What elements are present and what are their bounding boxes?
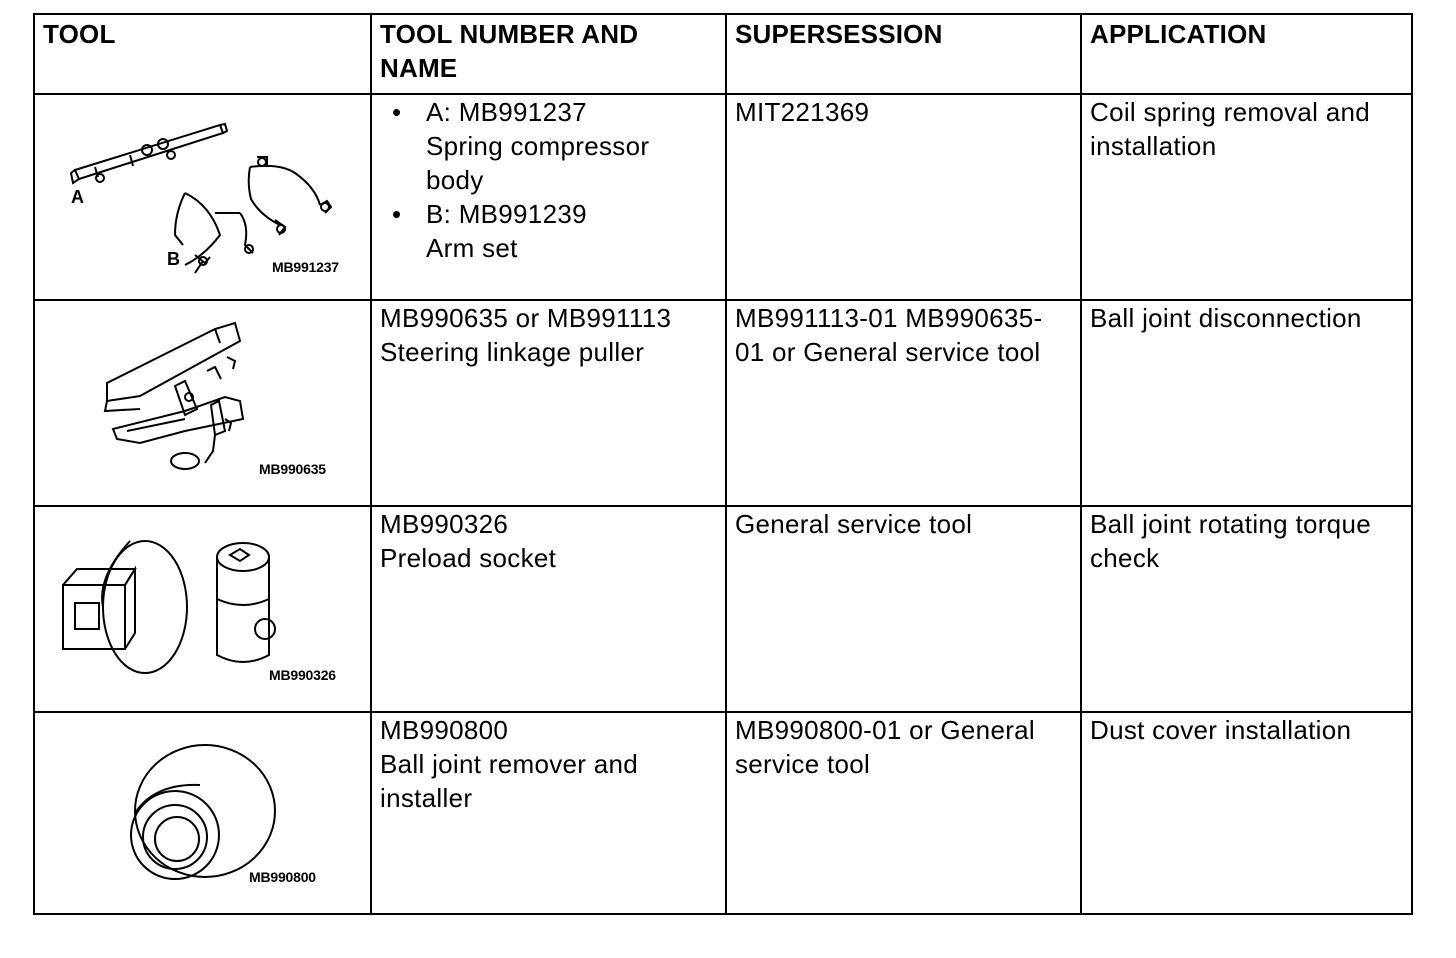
header-tool-number-and-name: TOOL NUMBER AND NAME	[371, 14, 726, 94]
supersession-cell: MIT221369	[726, 94, 1081, 300]
tool-number-cell: MB990635 or MB991113 Steering linkage puller	[371, 300, 726, 506]
application-cell: Coil spring removal and installation	[1081, 94, 1412, 300]
list-item: • A: MB991237 Spring compressor body	[390, 95, 717, 197]
table-row	[34, 506, 1412, 712]
supersession-cell: MB990800-01 or General service tool	[726, 712, 1081, 914]
tool-image-cell	[34, 506, 371, 712]
tool-number-cell: MB990800 Ball joint remover and installer	[371, 712, 726, 914]
tool-image-cell	[34, 94, 371, 300]
table-row	[34, 712, 1412, 914]
label-a: A	[71, 187, 84, 207]
tool-image-cell	[34, 712, 371, 914]
application-cell: Dust cover installation	[1081, 712, 1412, 914]
tool-image-code: MB990800	[249, 869, 316, 885]
tool-image-code: MB990326	[269, 667, 336, 683]
supersession-cell: General service tool	[726, 506, 1081, 712]
application-cell: Ball joint disconnection	[1081, 300, 1412, 506]
table-row	[34, 300, 1412, 506]
tool-image-cell	[34, 300, 371, 506]
header-supersession: SUPERSESSION	[726, 14, 1081, 94]
tool-image-code: MB991237	[272, 259, 339, 275]
label-b: B	[167, 249, 180, 269]
application-cell: Ball joint rotating torque check	[1081, 506, 1412, 712]
ball-joint-remover-icon	[35, 713, 372, 913]
tool-number-cell: MB990326 Preload socket	[371, 506, 726, 712]
special-tools-table	[33, 13, 1413, 915]
supersession-cell: MB991113-01 MB990635- 01 or General service tool	[726, 300, 1081, 506]
table-row	[34, 94, 1412, 300]
tool-number-cell	[371, 94, 726, 300]
tool-image-code: MB990635	[259, 461, 326, 477]
header-tool: TOOL	[34, 14, 371, 94]
list-item: • B: MB991239 Arm set	[390, 197, 717, 265]
header-application: APPLICATION	[1081, 14, 1412, 94]
table-header-row	[34, 14, 1412, 94]
